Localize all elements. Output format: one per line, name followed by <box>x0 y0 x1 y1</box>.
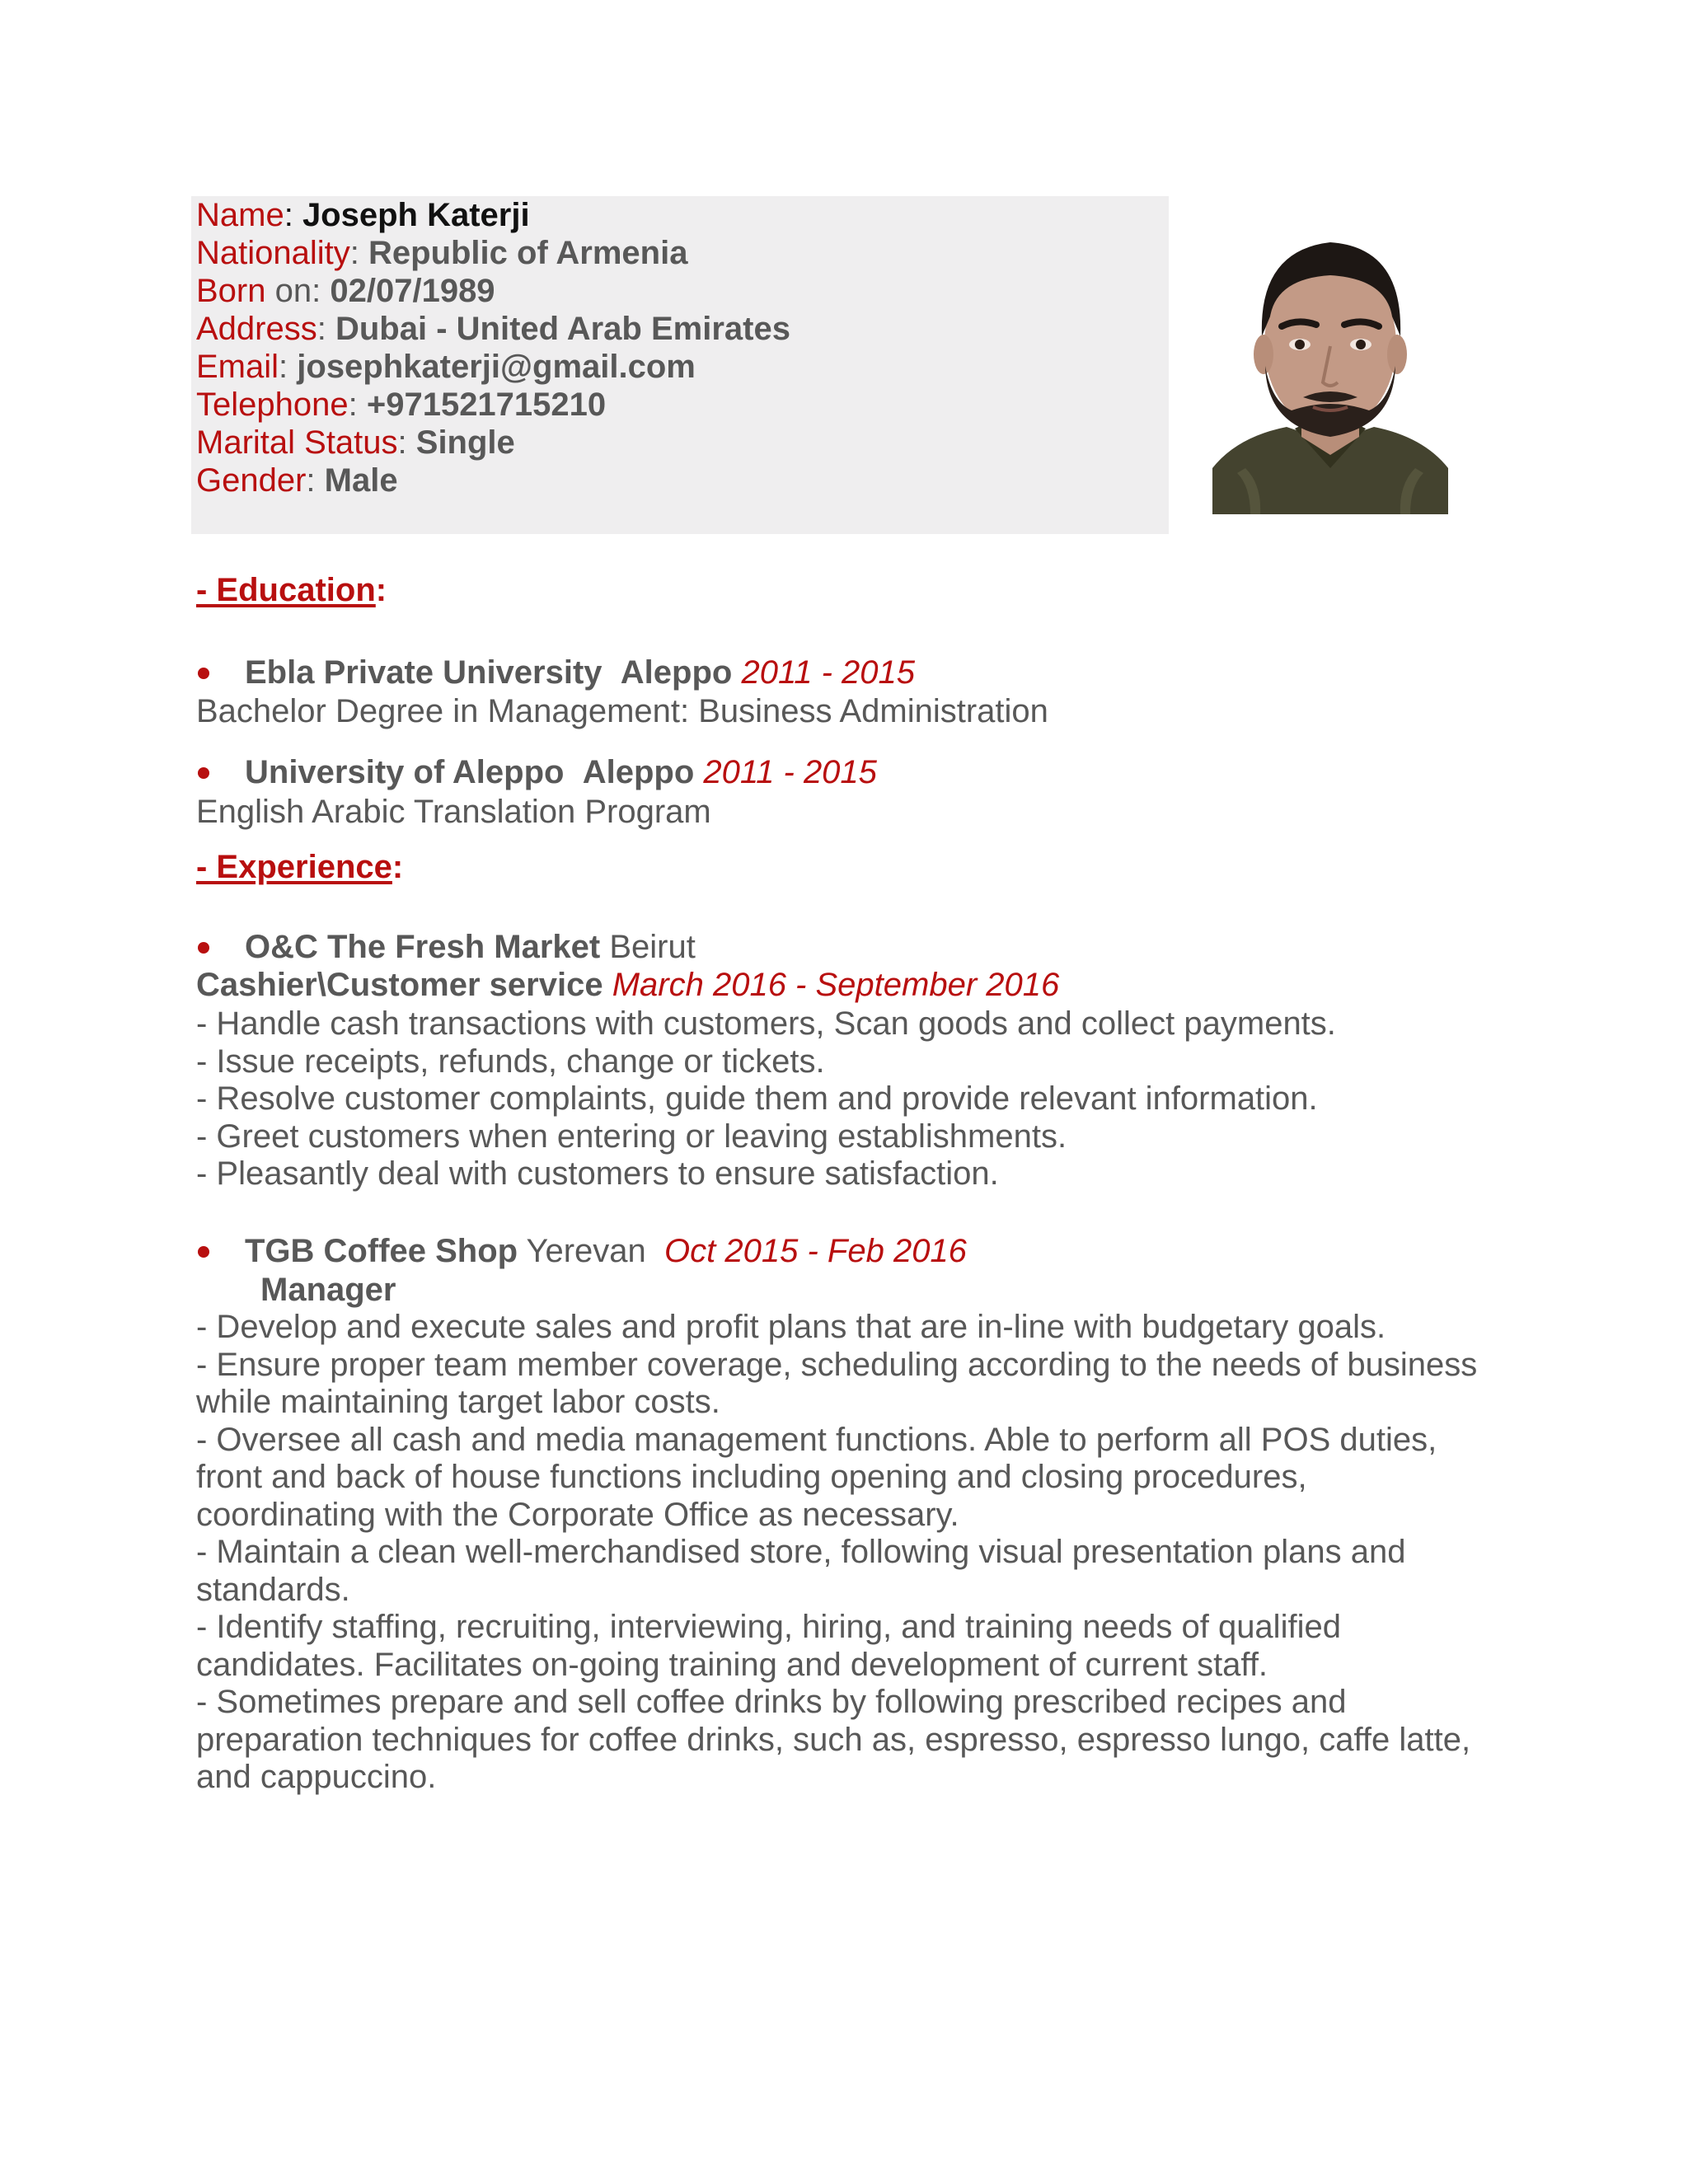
born-label: Born <box>196 273 266 309</box>
education-heading-text: - Education <box>196 572 376 608</box>
experience-heading-text: - Experience <box>196 849 392 885</box>
education-1-years: 2011 - 2015 <box>741 654 915 691</box>
experience-2-role-text: Manager <box>260 1272 396 1308</box>
name-row: Name: Joseph Katerji <box>196 197 530 233</box>
marital-value: Single <box>415 424 515 461</box>
gender-label: Gender <box>196 462 307 499</box>
experience-2-city: Yerevan <box>526 1233 646 1269</box>
education-2-years: 2011 - 2015 <box>703 754 877 790</box>
experience-item-2 <box>245 1232 967 1270</box>
experience-2-company: TGB Coffee Shop <box>245 1233 518 1269</box>
duty-line: - Resolve customer complaints, guide them and provide relevant information. <box>196 1080 1318 1117</box>
education-item-2 <box>245 753 877 791</box>
duty-line: - Identify staffing, recruiting, interviewing, hiring, and training needs of qualified <box>196 1609 1341 1645</box>
experience-heading: - Experience: <box>196 849 404 885</box>
address-label: Address <box>196 311 317 347</box>
duty-line: and cappuccino. <box>196 1759 437 1795</box>
experience-1-dates: March 2016 - September 2016 <box>612 967 1060 1003</box>
duty-line: - Ensure proper team member coverage, scheduling according to the needs of business <box>196 1346 1478 1383</box>
born-on-text: on: <box>274 273 321 309</box>
duty-line: - Greet customers when entering or leaving establishments. <box>196 1118 1067 1155</box>
education-1-institution: Ebla Private University <box>245 654 603 691</box>
experience-item-1 <box>245 928 696 966</box>
experience-2-duties <box>196 1309 1482 1797</box>
duty-line: standards. <box>196 1571 350 1608</box>
duty-line: - Issue receipts, refunds, change or tickets. <box>196 1043 825 1080</box>
experience-2-role <box>260 1271 396 1309</box>
telephone-label: Telephone <box>196 387 349 423</box>
education-heading: - Education: <box>196 572 387 608</box>
education-2-city: Aleppo <box>582 754 695 790</box>
education-2-institution: University of Aleppo <box>245 754 565 790</box>
telephone-row: Telephone: +971521715210 <box>196 387 607 423</box>
profile-photo <box>1212 221 1448 514</box>
experience-1-role-row <box>196 966 1059 1004</box>
born-row <box>196 272 495 310</box>
email-value[interactable]: josephkaterji@gmail.com <box>297 349 696 385</box>
nationality-row: Nationality: Republic of Armenia <box>196 235 688 271</box>
address-value: Dubai - United Arab Emirates <box>335 311 790 347</box>
email-row: Email: josephkaterji@gmail.com <box>196 349 696 385</box>
gender-value: Male <box>324 462 398 499</box>
email-label: Email <box>196 349 279 385</box>
nationality-label: Nationality <box>196 235 350 271</box>
education-2-detail: English Arabic Translation Program <box>196 794 711 830</box>
education-bullet-2 <box>198 767 209 779</box>
experience-1-duties <box>196 1005 1482 1193</box>
marital-row: Marital Status: Single <box>196 424 515 461</box>
education-1-city: Aleppo <box>620 654 733 691</box>
duty-line: coordinating with the Corporate Office as necessary. <box>196 1496 959 1533</box>
duty-line: - Maintain a clean well-merchandised store, following visual presentation plans and <box>196 1534 1406 1570</box>
duty-line: front and back of house functions including opening and closing procedures, <box>196 1459 1307 1495</box>
duty-line: - Oversee all cash and media management functions. Able to perform all POS duties, <box>196 1421 1437 1458</box>
experience-1-company: O&C The Fresh Market <box>245 929 601 965</box>
born-value: 02/07/1989 <box>330 273 495 309</box>
education-bullet-1 <box>198 668 209 679</box>
name-label: Name <box>196 197 284 233</box>
duty-line: candidates. Facilitates on-going training and development of current staff. <box>196 1646 1268 1683</box>
nationality-value: Republic of Armenia <box>368 235 688 271</box>
personal-info-box <box>191 196 1169 534</box>
duty-line: - Pleasantly deal with customers to ensure satisfaction. <box>196 1155 999 1192</box>
telephone-value[interactable]: +971521715210 <box>366 387 607 423</box>
gender-row: Gender: Male <box>196 462 398 499</box>
experience-1-city: Beirut <box>609 929 696 965</box>
duty-line: - Handle cash transactions with customers, Scan goods and collect payments. <box>196 1005 1336 1042</box>
experience-2-dates: Oct 2015 - Feb 2016 <box>664 1233 967 1269</box>
education-item-1 <box>245 654 915 691</box>
education-1-detail: Bachelor Degree in Management: Business Administration <box>196 693 1048 729</box>
duty-line: - Sometimes prepare and sell coffee drinks by following prescribed recipes and <box>196 1684 1347 1720</box>
duty-line: preparation techniques for coffee drinks, such as, espresso, espresso lungo, caffe latte, <box>196 1721 1471 1758</box>
experience-1-role: Cashier\Customer service <box>196 967 603 1003</box>
experience-bullet-1 <box>198 942 209 954</box>
name-value: Joseph Katerji <box>302 197 530 233</box>
duty-line: while maintaining target labor costs. <box>196 1384 720 1420</box>
address-row: Address: Dubai - United Arab Emirates <box>196 311 790 347</box>
duty-line: - Develop and execute sales and profit plans that are in-line with budgetary goals. <box>196 1309 1386 1345</box>
experience-bullet-2 <box>198 1246 209 1258</box>
marital-label: Marital Status <box>196 424 398 461</box>
